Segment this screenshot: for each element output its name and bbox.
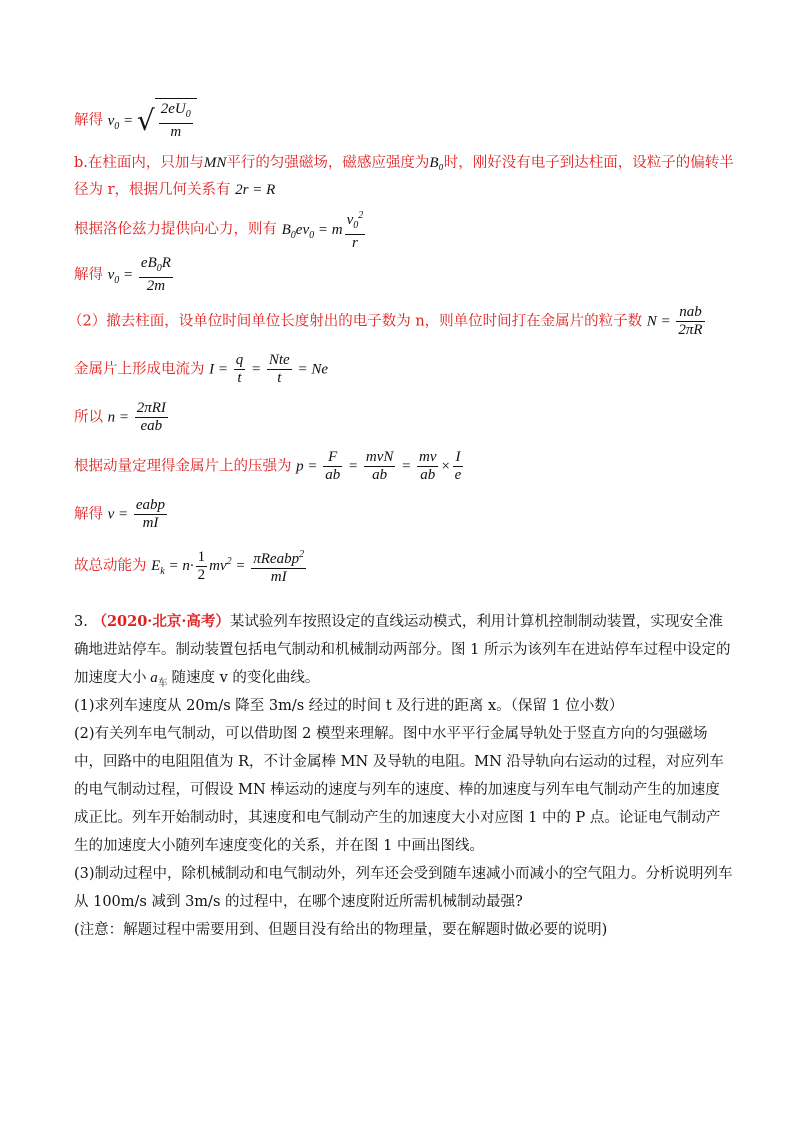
formula-ek: $E_k = n\cdot$ [151,558,194,577]
formula-lorentz: $B_0ev_0 = m$ [281,221,343,241]
question-part-1 [74,692,734,720]
formula-v0-result: $v_0$ = [107,267,137,286]
formula-fraction: $\frac{\pi Reabp^2}{mI}$ [251,546,306,586]
solution-line-8 [74,400,170,435]
formula-v: v = [107,506,132,523]
question-text: (注意：解题过程中需要用到、但题目没有给出的物理量，要在解题时做必要的说明) [74,922,608,938]
formula-v0: $v_0$ = [107,112,137,132]
formula-2r-r: 2r = R [235,182,276,198]
solution-line-11: 故总动能为 $E_k = n\cdot$ $\frac{1}{2}$ $mv^2$ = $\frac{\pi Reabp^2}{mI}$ [74,546,308,586]
question-note [74,916,734,944]
formula-sqrt: √ $\frac{2eU_0}{m}$ [137,98,197,143]
formula-fraction: $\frac{\text{Nte}}{t}$ [268,352,290,386]
solution-text: 根据动量定理得金属片上的压强为 [74,458,292,475]
question-text: (2)有关列车电气制动，可以借助图 2 模型来理解。图中水平平行金属导轨处于竖直方向的匀强磁场中，回路中的电阻阻值为 R，不计金属棒 MN 及导轨的电阻。MN 沿导轨向右运动的过程，对应列车的电气制动过程，可假设 MN 棒运动的速度与列车的速度、棒的加速度与列车电气制动产生的加速度成正比。列车开始制动时，其速度和电气制动产生的加速度大小对应图 1 中的 P 点。论证电气制动产生的加速度大小随列车速度变化的关系，并在图 1 中画出图线。 [74,726,724,854]
solution-text: 解得 [74,267,103,283]
solution-text: 时，刚好没有电子到达柱面，设粒子的偏转半 [443,155,734,171]
solution-line-4 [74,207,367,252]
question-text: 随速度 v 的变化曲线。 [171,670,320,686]
solution-text: 金属片上形成电流为 [74,361,205,378]
solution-line-6 [68,304,707,339]
symbol-a-che: $a_车$ [146,670,168,689]
formula-fraction: $\frac{I}{e}$ [454,449,462,483]
question-part-3 [74,860,734,916]
question-intro [74,608,734,698]
formula-N: N = [646,313,675,330]
solution-text: （2）撤去柱面，设单位时间单位长度射出的电子数为 n，则单位时间打在金属片的粒子数 [68,313,643,330]
solution-text: 所以 [74,409,103,426]
solution-text: 解得 [74,112,103,129]
formula-n: n = [107,409,133,426]
question-text: (1)求列车速度从 20m/s 降至 3m/s 经过的时间 t 及行进的距离 x。（保留 1 位小数） [74,698,624,714]
solution-text: 径为 r，根据几何关系有 [74,182,231,198]
formula-fraction: $\frac{\text{nab}}{2\pi R}$ [678,304,703,338]
solution-line-2 [74,151,734,172]
formula-fraction: $\frac{eB_0R}{2m}$ [140,255,171,294]
formula-pressure: p = [296,458,322,475]
solution-text: 平行的匀强磁场，磁感应强度为 [226,155,430,171]
solution-text: b.在柱面内，只加与 [74,155,204,171]
symbol-mn: MN [203,155,227,171]
solution-line-1 [74,98,197,143]
formula-fraction: $\frac{1}{2}$ [197,548,206,583]
formula-current: I = [209,361,232,378]
solution-line-3 [74,178,275,199]
solution-line-7: 金属片上形成电流为 I = $\frac{q}{t}$ = $\frac{\text{Nte}}{t}$ = Ne [74,352,328,386]
formula-fraction: $\frac{\text{2πRI}}{\text{eab}}$ [136,400,166,434]
formula-fraction: $\frac{v_0^2}{r}$ [345,207,366,252]
formula-fraction: $\frac{F}{ab}$ [325,449,341,483]
formula-fraction: $\frac{\text{mvN}}{ab}$ [365,449,394,483]
formula-fraction: $\frac{q}{t}$ [235,352,244,386]
solution-text: 根据洛伦兹力提供向心力，则有 [74,221,277,238]
solution-line-5 [74,255,175,295]
question-text: (3)制动过程中，除机械制动和电气制动外，列车还会受到随车速减小而减小的空气阻力。分析说明列车从 100m/s 减到 3m/s 的过程中，在哪个速度附近所需机械制动最强? [74,866,733,910]
question-text: 某试验列车按照设定的直线运动模式，利用计算机控制制动装置，实现安全准确地进站停车。制动装置包括电气制动和机械制动两部分。图 1 所示为该列车在进站停车过程中设定的加速度大小 [74,614,731,686]
solution-text: 解得 [74,506,103,523]
solution-line-9: 根据动量定理得金属片上的压强为 p = $\frac{F}{ab}$ = $\frac{\text{mvN}}{ab}$ = $\frac{mv}{ab}$ × $\frac{I}{e}$ [74,449,462,483]
formula-fraction: $\frac{\text{eabp}}{mI}$ [135,497,166,531]
question-number: 3. [74,614,88,630]
solution-line-10 [74,497,169,532]
symbol-b0: B₀ [429,155,444,171]
formula-fraction: $\frac{mv}{ab}$ [418,449,437,483]
question-source: （2020·北京·高考） [92,613,230,630]
solution-text: 故总动能为 [74,558,147,574]
question-part-2 [74,720,734,860]
